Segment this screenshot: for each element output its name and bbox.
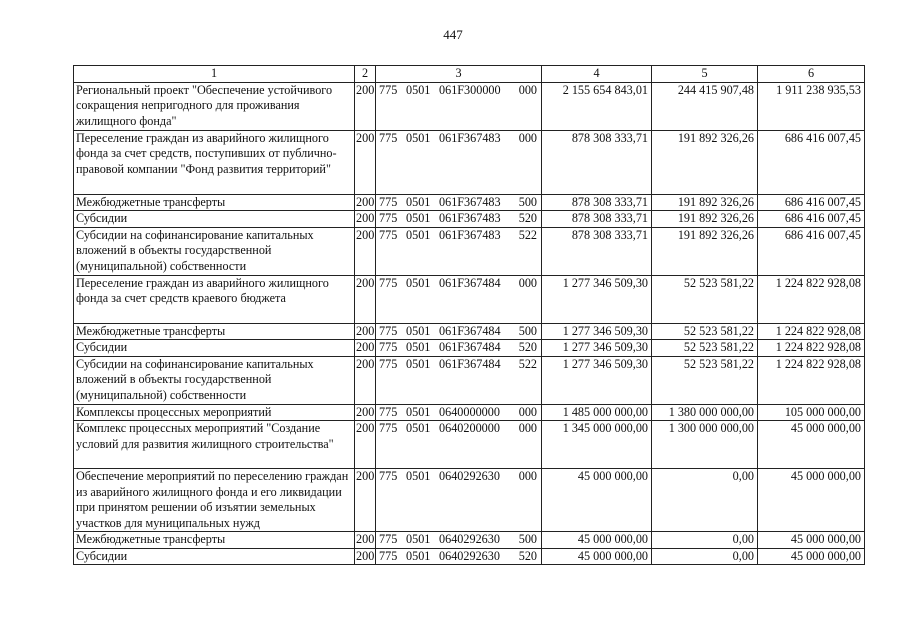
row-value-4: 1 485 000 000,00 — [542, 404, 652, 421]
row-name: Субсидии на софинансирование капитальных вложений в объекты государственной (муниципальной) собственности — [74, 227, 355, 275]
row-value-5: 52 523 581,22 — [652, 323, 758, 340]
row-value-5: 191 892 326,26 — [652, 211, 758, 228]
code-5: 520 — [518, 548, 537, 563]
row-code-1: 200 — [356, 548, 375, 563]
row-value-5: 0,00 — [652, 548, 758, 565]
row-value-5: 52 523 581,22 — [652, 356, 758, 404]
row-value-4: 1 277 346 509,30 — [542, 275, 652, 323]
code-4: 0640292630 — [439, 532, 500, 546]
row-name: Межбюджетные трансферты — [74, 532, 355, 549]
table-row — [74, 227, 865, 275]
table-row — [74, 130, 865, 194]
code-2: 775 — [379, 548, 398, 563]
row-value-5: 1 300 000 000,00 — [652, 421, 758, 469]
code-4: 061F367483 — [439, 227, 501, 242]
row-value-6: 105 000 000,00 — [758, 404, 865, 421]
code-3: 0501 — [406, 469, 431, 483]
code-3: 0501 — [406, 227, 431, 242]
row-value-5: 0,00 — [652, 532, 758, 549]
table-row — [74, 404, 865, 421]
row-name: Переселение граждан из аварийного жилищного фонда за счет средств, поступивших от публично-правовой компании "Фонд развития территорий" — [74, 130, 355, 194]
code-5: 500 — [518, 194, 537, 209]
row-value-6: 1 224 822 928,08 — [758, 275, 865, 323]
row-name: Комплекс процессных мероприятий "Создание условий для развития жилищного строительства" — [74, 421, 355, 469]
row-code-1: 200 — [356, 404, 375, 419]
row-value-6: 686 416 007,45 — [758, 130, 865, 194]
table-row — [74, 194, 865, 211]
code-4: 061F367483 — [439, 130, 501, 145]
row-value-6: 45 000 000,00 — [758, 469, 865, 532]
row-value-5: 0,00 — [652, 469, 758, 532]
row-codes — [376, 130, 542, 194]
table-row — [74, 421, 865, 469]
row-codes — [376, 404, 542, 421]
row-code-1: 200 — [355, 275, 376, 323]
code-3: 0501 — [406, 82, 431, 97]
code-5: 500 — [518, 532, 537, 546]
code-5: 000 — [518, 404, 537, 419]
row-codes — [376, 548, 542, 565]
code-5: 000 — [518, 275, 537, 290]
header-col-2: 2 — [355, 66, 376, 83]
row-value-5: 244 415 907,48 — [652, 82, 758, 130]
row-codes — [376, 323, 542, 340]
row-codes — [376, 340, 542, 357]
row-value-5: 191 892 326,26 — [652, 194, 758, 211]
code-2: 775 — [379, 404, 398, 419]
table-row — [74, 82, 865, 130]
row-value-6: 1 911 238 935,53 — [758, 82, 865, 130]
code-2: 775 — [379, 532, 398, 546]
code-4: 0640000000 — [439, 404, 500, 419]
row-value-5: 52 523 581,22 — [652, 275, 758, 323]
header-col-1: 1 — [74, 66, 355, 83]
table-row — [74, 548, 865, 565]
row-value-5: 1 380 000 000,00 — [652, 404, 758, 421]
row-value-6: 686 416 007,45 — [758, 211, 865, 228]
code-5: 522 — [518, 356, 537, 371]
row-code-1: 200 — [356, 194, 375, 209]
row-code-1: 200 — [355, 356, 376, 404]
row-value-4: 2 155 654 843,01 — [542, 82, 652, 130]
row-code-1: 200 — [355, 421, 376, 469]
row-code-1: 200 — [355, 469, 376, 532]
code-5: 522 — [518, 227, 537, 242]
code-2: 775 — [379, 82, 398, 97]
row-value-4: 45 000 000,00 — [542, 532, 652, 549]
code-5: 000 — [518, 130, 537, 145]
row-code-1: 200 — [355, 82, 376, 130]
table-row — [74, 323, 865, 340]
row-value-4: 1 277 346 509,30 — [542, 340, 652, 357]
row-codes — [376, 194, 542, 211]
code-4: 061F367483 — [439, 211, 501, 225]
row-value-4: 45 000 000,00 — [542, 548, 652, 565]
code-2: 775 — [379, 194, 398, 209]
code-4: 061F367484 — [439, 340, 501, 354]
code-2: 775 — [379, 356, 398, 371]
code-2: 775 — [379, 469, 398, 483]
row-value-6: 686 416 007,45 — [758, 227, 865, 275]
row-name: Межбюджетные трансферты — [74, 323, 355, 340]
row-value-4: 878 308 333,71 — [542, 227, 652, 275]
row-value-4: 1 345 000 000,00 — [542, 421, 652, 469]
row-value-4: 1 277 346 509,30 — [542, 356, 652, 404]
row-codes — [376, 211, 542, 228]
table-row — [74, 356, 865, 404]
row-name: Субсидии — [74, 211, 355, 228]
row-value-4: 878 308 333,71 — [542, 194, 652, 211]
code-5: 520 — [518, 340, 537, 354]
code-4: 061F300000 — [439, 82, 501, 97]
code-2: 775 — [379, 323, 398, 338]
header-col-6: 6 — [758, 66, 865, 83]
code-3: 0501 — [406, 340, 431, 354]
row-name: Комплексы процессных мероприятий — [74, 404, 355, 421]
row-value-4: 878 308 333,71 — [542, 211, 652, 228]
row-value-6: 45 000 000,00 — [758, 421, 865, 469]
code-4: 061F367484 — [439, 275, 501, 290]
code-3: 0501 — [406, 194, 431, 209]
page-number: 447 — [443, 27, 463, 42]
code-4: 061F367483 — [439, 194, 501, 209]
code-2: 775 — [379, 340, 398, 354]
row-value-4: 1 277 346 509,30 — [542, 323, 652, 340]
row-name: Субсидии — [74, 548, 355, 565]
row-codes — [376, 82, 542, 130]
row-value-6: 1 224 822 928,08 — [758, 340, 865, 357]
code-5: 000 — [518, 82, 537, 97]
row-codes — [376, 275, 542, 323]
row-value-6: 686 416 007,45 — [758, 194, 865, 211]
code-3: 0501 — [406, 548, 431, 563]
row-value-5: 191 892 326,26 — [652, 130, 758, 194]
budget-table — [73, 65, 865, 565]
code-2: 775 — [379, 211, 398, 225]
code-4: 0640292630 — [439, 548, 500, 563]
table-row — [74, 340, 865, 357]
code-3: 0501 — [406, 275, 431, 290]
row-value-6: 1 224 822 928,08 — [758, 323, 865, 340]
row-codes — [376, 421, 542, 469]
row-codes — [376, 532, 542, 549]
row-value-6: 45 000 000,00 — [758, 532, 865, 549]
code-3: 0501 — [406, 532, 431, 546]
code-5: 000 — [518, 469, 537, 483]
code-4: 061F367484 — [439, 323, 501, 338]
row-codes — [376, 356, 542, 404]
code-5: 520 — [518, 211, 537, 225]
row-code-1: 200 — [356, 211, 375, 225]
header-col-5: 5 — [652, 66, 758, 83]
header-row — [74, 66, 865, 83]
row-name: Региональный проект "Обеспечение устойчивого сокращения непригодного для проживания жилищного фонда" — [74, 82, 355, 130]
code-4: 0640200000 — [439, 421, 500, 435]
code-2: 775 — [379, 227, 398, 242]
header-col-3: 3 — [376, 66, 542, 83]
code-4: 0640292630 — [439, 469, 500, 483]
row-value-4: 45 000 000,00 — [542, 469, 652, 532]
code-2: 775 — [379, 421, 398, 435]
code-2: 775 — [379, 130, 398, 145]
row-name: Субсидии на софинансирование капитальных вложений в объекты государственной (муниципальной) собственности — [74, 356, 355, 404]
code-5: 500 — [518, 323, 537, 338]
row-code-1: 200 — [356, 532, 375, 546]
row-value-6: 45 000 000,00 — [758, 548, 865, 565]
row-name: Субсидии — [74, 340, 355, 357]
table-row — [74, 275, 865, 323]
table-row — [74, 211, 865, 228]
code-3: 0501 — [406, 323, 431, 338]
row-name: Межбюджетные трансферты — [74, 194, 355, 211]
table-row — [74, 469, 865, 532]
row-code-1: 200 — [355, 130, 376, 194]
code-3: 0501 — [406, 130, 431, 145]
row-codes — [376, 227, 542, 275]
row-name: Переселение граждан из аварийного жилищного фонда за счет средств краевого бюджета — [74, 275, 355, 323]
row-name: Обеспечение мероприятий по переселению граждан из аварийного жилищного фонда и его ликвидации при принятом решении об изъятии земельных участков для муниципальных нужд — [74, 469, 355, 532]
code-5: 000 — [518, 421, 537, 435]
row-value-4: 878 308 333,71 — [542, 130, 652, 194]
row-code-1: 200 — [355, 227, 376, 275]
table-row — [74, 532, 865, 549]
row-code-1: 200 — [356, 340, 375, 354]
row-value-5: 191 892 326,26 — [652, 227, 758, 275]
code-3: 0501 — [406, 421, 431, 435]
header-col-4: 4 — [542, 66, 652, 83]
code-3: 0501 — [406, 211, 431, 225]
row-value-6: 1 224 822 928,08 — [758, 356, 865, 404]
code-4: 061F367484 — [439, 356, 501, 371]
row-value-5: 52 523 581,22 — [652, 340, 758, 357]
code-3: 0501 — [406, 404, 431, 419]
code-2: 775 — [379, 275, 398, 290]
row-codes — [376, 469, 542, 532]
code-3: 0501 — [406, 356, 431, 371]
row-code-1: 200 — [356, 323, 375, 338]
